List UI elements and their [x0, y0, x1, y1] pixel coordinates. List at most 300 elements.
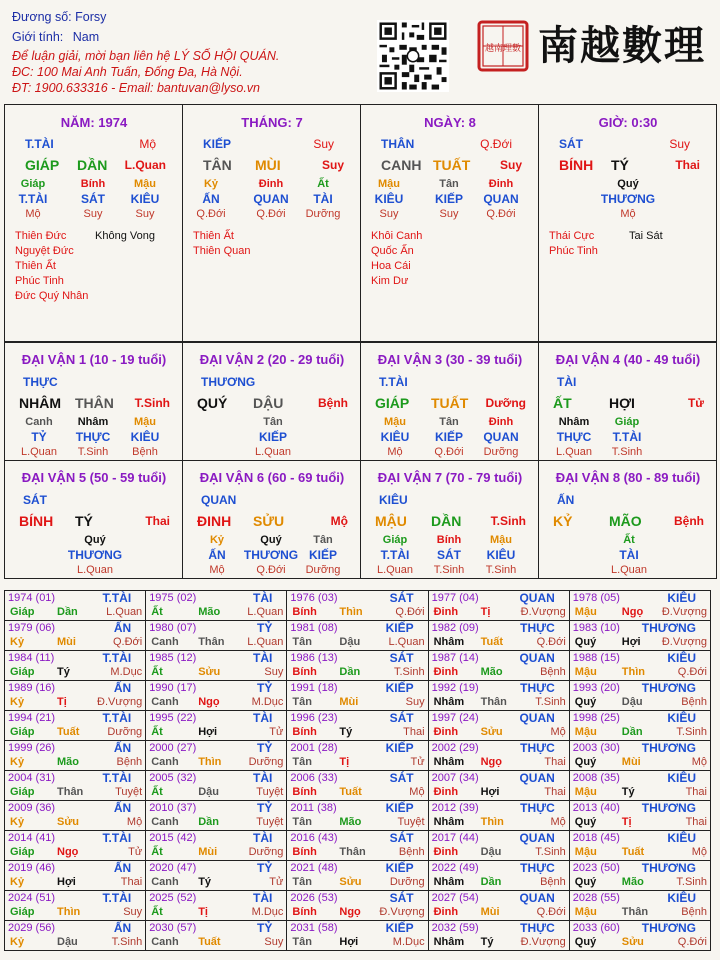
- year-cell[interactable]: [428, 620, 570, 651]
- year-god: SÁT: [389, 831, 414, 845]
- year-chi: Dậu: [57, 936, 78, 948]
- luck-pillar-can: QUÝ: [197, 395, 228, 411]
- pillar-cell-1: [4, 104, 183, 342]
- hidden-stem: Quý: [260, 534, 282, 546]
- year-cell[interactable]: [145, 800, 287, 831]
- hidden-god: KIÊU: [130, 192, 160, 206]
- star-item: Thiên Ất: [15, 260, 56, 272]
- year-cell[interactable]: [286, 860, 428, 891]
- hidden-stem: Đinh: [258, 178, 284, 190]
- year-chi: Dần: [480, 876, 502, 888]
- year-cell[interactable]: [145, 830, 287, 861]
- year-can: Tân: [292, 936, 312, 948]
- year-label: 2015 (42): [149, 832, 197, 844]
- hidden-stem: Canh: [25, 416, 53, 428]
- hidden-state: Mộ: [387, 446, 403, 458]
- year-can: Ất: [151, 726, 163, 738]
- hidden-god: THỰC: [556, 430, 592, 444]
- year-can: Mậu: [574, 786, 597, 798]
- year-state: M.Dục: [110, 666, 143, 678]
- pillar-god-top: SÁT: [559, 137, 583, 151]
- year-god: TỶ: [257, 681, 273, 695]
- year-can: Quý: [574, 636, 597, 648]
- year-chi: Hợi: [480, 786, 500, 798]
- year-cell[interactable]: [145, 860, 287, 891]
- year-god: TÀI: [253, 591, 273, 605]
- year-state: Tử: [269, 876, 284, 888]
- luck-pillar-god: THƯƠNG: [201, 375, 256, 389]
- pillar-god-top: KIẾP: [203, 137, 232, 151]
- year-label: 1980 (07): [149, 622, 197, 634]
- pillar-chi: DẦN: [77, 157, 108, 173]
- year-state: T.Sinh: [111, 936, 143, 948]
- year-cell[interactable]: [569, 770, 711, 801]
- year-god: T.TÀI: [102, 711, 132, 725]
- year-chi: Tuất: [57, 726, 80, 738]
- year-can: Giáp: [10, 726, 35, 738]
- year-cell[interactable]: [4, 860, 146, 891]
- year-chi: Tý: [621, 786, 635, 798]
- year-cell[interactable]: [145, 710, 287, 741]
- luck-pillar-cell-3: [360, 342, 539, 461]
- hidden-state: Q.Đới: [256, 208, 286, 220]
- hidden-god: QUAN: [253, 192, 289, 206]
- hidden-state: L.Quan: [555, 446, 593, 458]
- year-label: 2003 (30): [572, 742, 620, 754]
- luck-pillar-title: ĐẠI VẬN 8 (80 - 89 tuổi): [555, 470, 701, 485]
- year-label: 2018 (45): [572, 832, 620, 844]
- hidden-stem: Đinh: [488, 178, 514, 190]
- year-cell[interactable]: [4, 830, 146, 861]
- year-god: TỶ: [257, 861, 273, 875]
- year-can: Ất: [151, 846, 163, 858]
- year-state: Mộ: [691, 756, 707, 768]
- year-state: L.Quan: [247, 636, 284, 648]
- year-state: Đ.Vượng: [97, 696, 143, 708]
- year-god: THƯƠNG: [641, 621, 696, 635]
- year-chi: Ngọ: [57, 846, 79, 858]
- pillar-cell-2: [182, 104, 361, 342]
- gender-row: [12, 30, 99, 44]
- year-can: Canh: [151, 696, 179, 708]
- year-can: Kỷ: [10, 756, 25, 768]
- year-chi: Tị: [198, 906, 208, 918]
- year-label: 2033 (60): [572, 922, 620, 934]
- luck-pillar-can: KỶ: [553, 513, 573, 529]
- year-chi: Sửu: [621, 936, 644, 948]
- year-chi: Thìn: [621, 666, 646, 678]
- qr-code-icon[interactable]: [377, 20, 449, 92]
- year-cell[interactable]: [428, 800, 570, 831]
- year-state: Tuyệt: [256, 786, 284, 798]
- hidden-stem: Đinh: [488, 416, 514, 428]
- year-cell[interactable]: [4, 770, 146, 801]
- year-cell[interactable]: [145, 770, 287, 801]
- year-god: T.TÀI: [102, 891, 132, 905]
- year-chi: Sửu: [480, 726, 503, 738]
- hidden-god: QUAN: [483, 430, 519, 444]
- pillar-chi: MÙI: [255, 157, 281, 173]
- year-label: 1981 (08): [290, 622, 338, 634]
- year-can: Đinh: [433, 666, 459, 678]
- year-label: 2027 (54): [431, 892, 479, 904]
- year-label: 1977 (04): [431, 592, 479, 604]
- year-cell[interactable]: [428, 770, 570, 801]
- pillar-can: BÍNH: [559, 157, 594, 173]
- year-cell[interactable]: [4, 710, 146, 741]
- luck-pillar-title: ĐẠI VẬN 2 (20 - 29 tuổi): [199, 352, 345, 367]
- year-label: 2005 (32): [149, 772, 197, 784]
- year-cell[interactable]: [286, 920, 428, 951]
- pillar-title: NGÀY: 8: [424, 115, 476, 130]
- luck-pillar-state: T.Sinh: [134, 396, 170, 410]
- year-chi: Thân: [621, 906, 649, 918]
- hidden-state: Mộ: [209, 564, 225, 576]
- year-cell[interactable]: [286, 680, 428, 711]
- year-cell[interactable]: [145, 620, 287, 651]
- year-state: Suy: [264, 936, 284, 948]
- year-chi: Mùi: [339, 696, 359, 708]
- pillar-cell-3: [360, 104, 539, 342]
- year-label: 1978 (05): [572, 592, 620, 604]
- year-cell[interactable]: [428, 740, 570, 771]
- year-cell[interactable]: [569, 590, 711, 621]
- year-god: THỰC: [520, 921, 555, 935]
- year-cell[interactable]: [286, 590, 428, 621]
- pillar-can: TÂN: [203, 157, 232, 173]
- hidden-god: T.TÀI: [380, 548, 410, 562]
- year-label: 1985 (12): [149, 652, 197, 664]
- hidden-stem: Ất: [623, 534, 635, 546]
- year-label: 2017 (44): [431, 832, 479, 844]
- year-cell[interactable]: [286, 830, 428, 861]
- year-cell[interactable]: [145, 650, 287, 681]
- year-can: Mậu: [574, 726, 597, 738]
- year-state: Đ.Vượng: [661, 636, 707, 648]
- year-cell[interactable]: [569, 920, 711, 951]
- year-cell[interactable]: [4, 740, 146, 771]
- hidden-stem: Bính: [436, 534, 462, 546]
- year-cell[interactable]: [569, 860, 711, 891]
- year-can: Quý: [574, 936, 597, 948]
- star-item: Thái Cực: [549, 230, 595, 242]
- pillar-state-top: Suy: [669, 137, 690, 151]
- year-chi: Tị: [57, 696, 67, 708]
- year-label: 2026 (53): [290, 892, 338, 904]
- hidden-god: TÀI: [313, 192, 333, 206]
- year-can: Mậu: [574, 666, 597, 678]
- hidden-stem: Tân: [263, 416, 283, 428]
- year-cell[interactable]: [286, 800, 428, 831]
- year-cell[interactable]: [569, 800, 711, 831]
- hidden-state: T.Sinh: [611, 446, 643, 458]
- hidden-state: L.Quan: [20, 446, 58, 458]
- hidden-state: T.Sinh: [77, 446, 109, 458]
- hidden-god: SÁT: [437, 548, 461, 562]
- hidden-god: T.TÀI: [612, 430, 642, 444]
- luck-pillar-state: Thai: [145, 514, 170, 528]
- hidden-state: Bệnh: [132, 446, 158, 458]
- star-item: Khôi Canh: [371, 230, 423, 242]
- hidden-state: Dưỡng: [305, 564, 341, 576]
- hidden-god: THƯƠNG: [243, 548, 299, 562]
- year-chi: Dần: [57, 606, 78, 618]
- year-chi: Sửu: [339, 876, 362, 888]
- year-cell[interactable]: [428, 710, 570, 741]
- hidden-state: Q.Đới: [196, 208, 226, 220]
- luck-pillar-can: BÍNH: [19, 513, 54, 529]
- year-state: T.Sinh: [535, 696, 566, 708]
- year-god: KIÊU: [667, 591, 696, 605]
- year-can: Kỷ: [10, 816, 25, 828]
- year-god: KIẾP: [385, 921, 414, 935]
- year-state: Bệnh: [116, 756, 143, 768]
- year-cell[interactable]: [428, 590, 570, 621]
- hidden-stem: Nhâm: [77, 416, 109, 428]
- hidden-state: Dưỡng: [483, 446, 519, 458]
- year-god: KIẾP: [385, 681, 414, 695]
- year-chi: Tuất: [198, 936, 221, 948]
- hidden-stem: Giáp: [20, 178, 46, 190]
- year-label: 1982 (09): [431, 622, 479, 634]
- year-chi: Mão: [339, 816, 362, 828]
- year-state: Bệnh: [540, 876, 566, 888]
- year-god: SÁT: [389, 771, 414, 785]
- year-cell[interactable]: [145, 890, 287, 921]
- year-label: 1995 (22): [149, 712, 197, 724]
- year-cell[interactable]: [145, 590, 287, 621]
- year-chi: Dần: [198, 816, 219, 828]
- year-chi: Dậu: [480, 846, 502, 858]
- year-god: QUAN: [519, 831, 555, 845]
- year-state: Mộ: [126, 816, 143, 828]
- luck-pillar-state: Tử: [687, 396, 704, 410]
- year-cell[interactable]: [569, 650, 711, 681]
- year-cell[interactable]: [286, 890, 428, 921]
- hidden-state: Mộ: [25, 208, 41, 220]
- year-chi: Tuất: [621, 846, 645, 858]
- year-state: Thai: [685, 786, 707, 798]
- year-label: 2032 (59): [431, 922, 479, 934]
- year-label: 1989 (16): [8, 682, 56, 694]
- year-cell[interactable]: [4, 890, 146, 921]
- year-god: TÀI: [253, 831, 273, 845]
- year-chi: Mão: [198, 606, 221, 618]
- year-cell[interactable]: [286, 770, 428, 801]
- luck-pillar-can: NHÂM: [19, 395, 61, 411]
- year-state: Dưỡng: [107, 726, 143, 738]
- phone-email-line: ĐT: 1900.633316 - Email: bantuvan@lyso.vn: [12, 81, 261, 95]
- year-can: Bính: [292, 846, 317, 858]
- year-label: 1988 (15): [572, 652, 620, 664]
- year-cell[interactable]: [4, 650, 146, 681]
- year-chi: Mão: [57, 756, 79, 768]
- year-cell[interactable]: [4, 680, 146, 711]
- year-chi: Mùi: [480, 906, 500, 918]
- hidden-stem: Quý: [84, 534, 106, 546]
- year-label: 1990 (17): [149, 682, 197, 694]
- year-label: 2024 (51): [8, 892, 56, 904]
- year-chi: Thân: [198, 636, 225, 648]
- year-can: Giáp: [10, 786, 35, 798]
- year-can: Bính: [292, 606, 317, 618]
- hidden-state: L.Quan: [254, 446, 292, 458]
- year-label: 2011 (38): [290, 802, 337, 814]
- hidden-god: ẤN: [208, 548, 226, 562]
- pillar-god-top: THÂN: [381, 137, 415, 151]
- year-label: 2016 (43): [290, 832, 338, 844]
- hidden-god: QUAN: [483, 192, 519, 206]
- year-chi: Hợi: [57, 876, 76, 888]
- year-can: Quý: [574, 696, 597, 708]
- luck-pillar-title: ĐẠI VẬN 5 (50 - 59 tuổi): [21, 470, 167, 485]
- year-cell[interactable]: [569, 680, 711, 711]
- year-state: Tử: [410, 756, 425, 768]
- year-state: Dưỡng: [248, 756, 284, 768]
- year-label: 1994 (21): [8, 712, 56, 724]
- year-can: Bính: [292, 666, 317, 678]
- year-cell[interactable]: [4, 590, 146, 621]
- year-cell[interactable]: [428, 920, 570, 951]
- star-item: Thiên Ất: [193, 230, 234, 242]
- year-cell[interactable]: [4, 620, 146, 651]
- year-label: 2028 (55): [572, 892, 620, 904]
- year-label: 2019 (46): [8, 862, 56, 874]
- year-cell[interactable]: [569, 740, 711, 771]
- year-can: Mậu: [574, 846, 597, 858]
- hidden-god: ẤN: [202, 192, 220, 206]
- year-cell[interactable]: [4, 920, 146, 951]
- year-label: 2002 (29): [431, 742, 479, 754]
- year-chi: Tý: [57, 666, 70, 678]
- year-chi: Ngọ: [198, 696, 220, 708]
- year-god: ẤN: [113, 861, 132, 875]
- year-cell[interactable]: [428, 680, 570, 711]
- year-god: QUAN: [519, 591, 555, 605]
- luck-pillar-can: ĐINH: [197, 513, 232, 529]
- year-cell[interactable]: [4, 800, 146, 831]
- year-chi: Dậu: [198, 786, 219, 798]
- year-cell[interactable]: [286, 620, 428, 651]
- hidden-stem: Mậu: [134, 416, 156, 428]
- luck-pillar-title: ĐẠI VẬN 1 (10 - 19 tuổi): [21, 352, 167, 367]
- year-state: Q.Đới: [112, 636, 143, 648]
- hidden-state: L.Quan: [76, 564, 114, 576]
- star-item: Phúc Tinh: [549, 245, 598, 257]
- year-god: TÀI: [253, 651, 273, 665]
- year-can: Đinh: [433, 786, 459, 798]
- year-state: Thai: [403, 726, 425, 738]
- hidden-stem: Ất: [317, 178, 329, 190]
- year-state: Q.Đới: [536, 636, 566, 648]
- year-god: THƯƠNG: [641, 921, 696, 935]
- year-cell[interactable]: [428, 830, 570, 861]
- year-god: KIẾP: [385, 741, 414, 755]
- luck-pillar-state: Bệnh: [318, 396, 348, 410]
- year-can: Bính: [292, 726, 317, 738]
- luck-pillar-state: Dưỡng: [485, 396, 526, 410]
- year-label: 2008 (35): [572, 772, 620, 784]
- star-item: Nguyệt Đức: [15, 245, 74, 257]
- year-cell[interactable]: [569, 710, 711, 741]
- year-can: Tân: [292, 756, 312, 768]
- hidden-state: Suy: [439, 208, 459, 220]
- pillar-chi-state: Suy: [499, 158, 522, 172]
- hidden-state: L.Quan: [610, 564, 648, 576]
- year-chi: Ngọ: [339, 906, 361, 918]
- year-cell[interactable]: [428, 860, 570, 891]
- luck-pillar-god: ẤN: [557, 493, 575, 507]
- year-god: KIÊU: [667, 891, 696, 905]
- year-cell[interactable]: [569, 830, 711, 861]
- year-label: 2006 (33): [290, 772, 338, 784]
- luck-pillar-god: QUAN: [201, 493, 237, 507]
- year-cell[interactable]: [145, 740, 287, 771]
- year-label: 1974 (01): [8, 592, 56, 604]
- luck-pillar-title: ĐẠI VẬN 4 (40 - 49 tuổi): [555, 352, 701, 367]
- luck-pillar-chi: SỬU: [253, 513, 285, 529]
- year-god: THỰC: [520, 801, 555, 815]
- year-god: TỶ: [257, 741, 273, 755]
- year-state: L.Quan: [247, 606, 284, 618]
- header: [0, 0, 720, 100]
- pillar-cell-4: [538, 104, 717, 342]
- year-label: 1997 (24): [431, 712, 479, 724]
- year-label: 2009 (36): [8, 802, 56, 814]
- hidden-state: Dưỡng: [305, 208, 341, 220]
- year-cell[interactable]: [428, 890, 570, 921]
- contact-line: Để luận giải, mời bạn liên hệ LÝ SỐ HỘI QUÁN.: [12, 49, 280, 63]
- year-cell[interactable]: [145, 920, 287, 951]
- hidden-state: T.Sinh: [485, 564, 517, 576]
- year-state: M.Dục: [251, 906, 284, 918]
- pillar-title: GIỜ: 0:30: [598, 115, 658, 130]
- luck-pillar-god: KIÊU: [379, 493, 408, 507]
- year-cell[interactable]: [286, 740, 428, 771]
- year-can: Nhâm: [433, 696, 465, 708]
- year-god: TỶ: [257, 921, 273, 935]
- year-can: Giáp: [10, 846, 35, 858]
- star-item: Quốc Ấn: [371, 245, 414, 257]
- year-label: 1996 (23): [290, 712, 338, 724]
- year-cell[interactable]: [286, 650, 428, 681]
- year-state: Thai: [544, 786, 566, 798]
- year-state: L.Quan: [106, 606, 143, 618]
- year-god: THỰC: [520, 681, 555, 695]
- star-item: Hoa Cái: [371, 260, 411, 272]
- hidden-stem: Mậu: [490, 534, 512, 546]
- luck-pillar-title: ĐẠI VẬN 7 (70 - 79 tuổi): [377, 470, 523, 485]
- pillar-chi: TÝ: [611, 157, 629, 173]
- luck-pillar-chi: TUẤT: [431, 395, 469, 411]
- year-can: Tân: [292, 636, 312, 648]
- year-god: KIẾP: [385, 621, 414, 635]
- year-label: 2010 (37): [149, 802, 197, 814]
- hidden-state: Mộ: [620, 208, 636, 220]
- year-cell[interactable]: [286, 710, 428, 741]
- luck-pillar-state: Mộ: [330, 514, 348, 528]
- hidden-state: L.Quan: [376, 564, 414, 576]
- year-cell[interactable]: [428, 650, 570, 681]
- year-cell[interactable]: [569, 620, 711, 651]
- star-item: Thiên Quan: [193, 245, 251, 257]
- hidden-state: T.Sinh: [433, 564, 465, 576]
- hidden-stem: Nhâm: [558, 416, 590, 428]
- year-state: Q.Đới: [677, 936, 707, 948]
- luck-pillar-chi: DẬU: [253, 395, 284, 411]
- year-cell[interactable]: [569, 890, 711, 921]
- year-cell[interactable]: [145, 680, 287, 711]
